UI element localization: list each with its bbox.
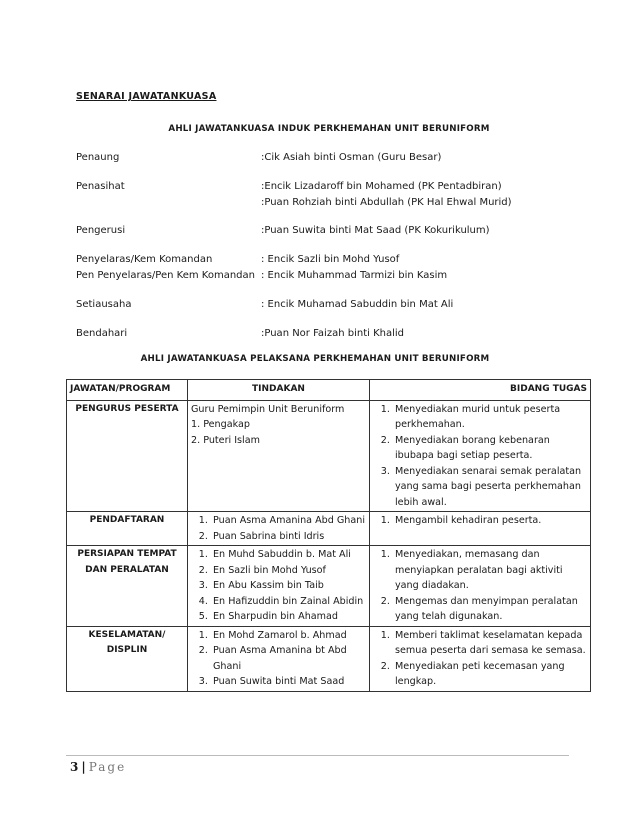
table-body — [67, 400, 591, 691]
duty-item: 2. Mengemas dan menyimpan peralatan yang telah digunakan. — [393, 594, 587, 625]
duties-cell — [370, 400, 591, 512]
action-list — [191, 547, 366, 625]
action-item: 2. Puan Asma Amanina bt Abd Ghani — [211, 643, 366, 674]
table-header-row — [67, 380, 591, 401]
committee-row — [76, 181, 576, 197]
committee-row — [76, 197, 576, 213]
duty-item: 1. Menyediakan murid untuk peserta perkhemahan. — [393, 402, 587, 433]
duties-list — [373, 547, 587, 625]
committee-row — [76, 270, 576, 286]
program-cell: PENGURUS PESERTA — [67, 400, 188, 512]
action-item: 3. En Abu Kassim bin Taib — [211, 578, 366, 594]
header-program: JAWATAN/PROGRAM — [67, 380, 188, 401]
action-cell — [188, 400, 370, 512]
duty-item: 1. Memberi taklimat keselamatan kepada semua peserta dari semasa ke semasa. — [393, 628, 587, 659]
committee-role: Pengerusi — [76, 225, 126, 236]
header-action: TINDAKAN — [188, 380, 370, 401]
duties-cell — [370, 512, 591, 546]
exec-committee-heading: AHLI JAWATANKUASA PELAKSANA PERKHEMAHAN UNIT BERUNIFORM — [140, 354, 490, 364]
action-cell — [188, 512, 370, 546]
committee-member: :Puan Rohziah binti Abdullah (PK Hal Ehwal Murid) — [261, 197, 512, 208]
table-row — [67, 512, 591, 546]
committee-role: Penasihat — [76, 181, 125, 192]
program-cell: KESELAMATAN/ DISPLIN — [67, 626, 188, 691]
duties-list — [373, 513, 587, 529]
action-list — [191, 513, 366, 544]
committee-row — [76, 152, 576, 168]
main-committee-heading: AHLI JAWATANKUASA INDUK PERKHEMAHAN UNIT BERUNIFORM — [168, 124, 490, 134]
committee-role: Penyelaras/Kem Komandan — [76, 254, 213, 265]
section-title: SENARAI JAWATANKUASA — [76, 91, 217, 102]
action-item: 2. Puan Sabrina binti Idris — [211, 529, 366, 545]
table-row — [67, 626, 591, 691]
committee-member: :Encik Lizadaroff bin Mohamed (PK Pentadbiran) — [261, 181, 502, 192]
duties-cell — [370, 626, 591, 691]
duty-item: 1. Menyediakan, memasang dan menyiapkan peralatan bagi aktiviti yang diadakan. — [393, 547, 587, 594]
committee-member: :Cik Asiah binti Osman (Guru Besar) — [261, 152, 442, 163]
duty-item: 3. Menyediakan senarai semak peralatan yang sama bagi peserta perkhemahan lebih awal. — [393, 464, 587, 511]
committee-member: :Puan Nor Faizah binti Khalid — [261, 328, 404, 339]
program-cell: PENDAFTARAN — [67, 512, 188, 546]
action-item: 1. Puan Asma Amanina Abd Ghani — [211, 513, 366, 529]
action-unit: 1. Pengakap — [191, 419, 250, 430]
action-item: 5. En Sharpudin bin Ahamad — [211, 609, 366, 625]
committee-member: : Encik Muhammad Tarmizi bin Kasim — [261, 270, 448, 281]
committee-role: Pen Penyelaras/Pen Kem Komandan — [76, 270, 255, 281]
action-list — [191, 628, 366, 690]
action-intro: Guru Pemimpin Unit Beruniform — [191, 403, 345, 415]
action-item: 1. En Muhd Sabuddin b. Mat Ali — [211, 547, 366, 563]
action-cell — [188, 546, 370, 627]
footer-divider — [66, 755, 569, 756]
program-cell: PERSIAPAN TEMPAT DAN PERALATAN — [67, 546, 188, 627]
action-cell — [188, 626, 370, 691]
exec-committee-table — [66, 379, 591, 692]
committee-member: :Puan Suwita binti Mat Saad (PK Kokurikulum) — [261, 225, 490, 236]
page-number: 3 — [70, 760, 79, 774]
header-duties: BIDANG TUGAS — [370, 380, 591, 401]
action-item: 2. En Sazli bin Mohd Yusof — [211, 563, 366, 579]
action-item: 1. En Mohd Zamarol b. Ahmad — [211, 628, 366, 644]
duties-list — [373, 628, 587, 690]
committee-row — [76, 254, 576, 270]
committee-member: : Encik Sazli bin Mohd Yusof — [261, 254, 400, 265]
committee-role: Penaung — [76, 152, 120, 163]
page-footer — [70, 760, 126, 774]
action-item: 4. En Hafizuddin bin Zainal Abidin — [211, 594, 366, 610]
committee-row — [76, 225, 576, 241]
table-row — [67, 400, 591, 512]
committee-row — [76, 328, 576, 344]
table-row — [67, 546, 591, 627]
footer-separator: | — [81, 760, 86, 774]
committee-row — [76, 299, 576, 315]
duty-item: 2. Menyediakan borang kebenaran ibubapa bagi setiap peserta. — [393, 433, 587, 464]
page-label: Page — [88, 760, 127, 774]
duties-list — [373, 402, 587, 511]
duty-item: 1. Mengambil kehadiran peserta. — [393, 513, 587, 529]
committee-member: : Encik Muhamad Sabuddin bin Mat Ali — [261, 299, 454, 310]
action-item: 3. Puan Suwita binti Mat Saad — [211, 674, 366, 690]
committee-role: Bendahari — [76, 328, 128, 339]
committee-role: Setiausaha — [76, 299, 132, 310]
duties-cell — [370, 546, 591, 627]
action-unit: 2. Puteri Islam — [191, 434, 260, 446]
duty-item: 2. Menyediakan peti kecemasan yang lengkap. — [393, 659, 587, 690]
